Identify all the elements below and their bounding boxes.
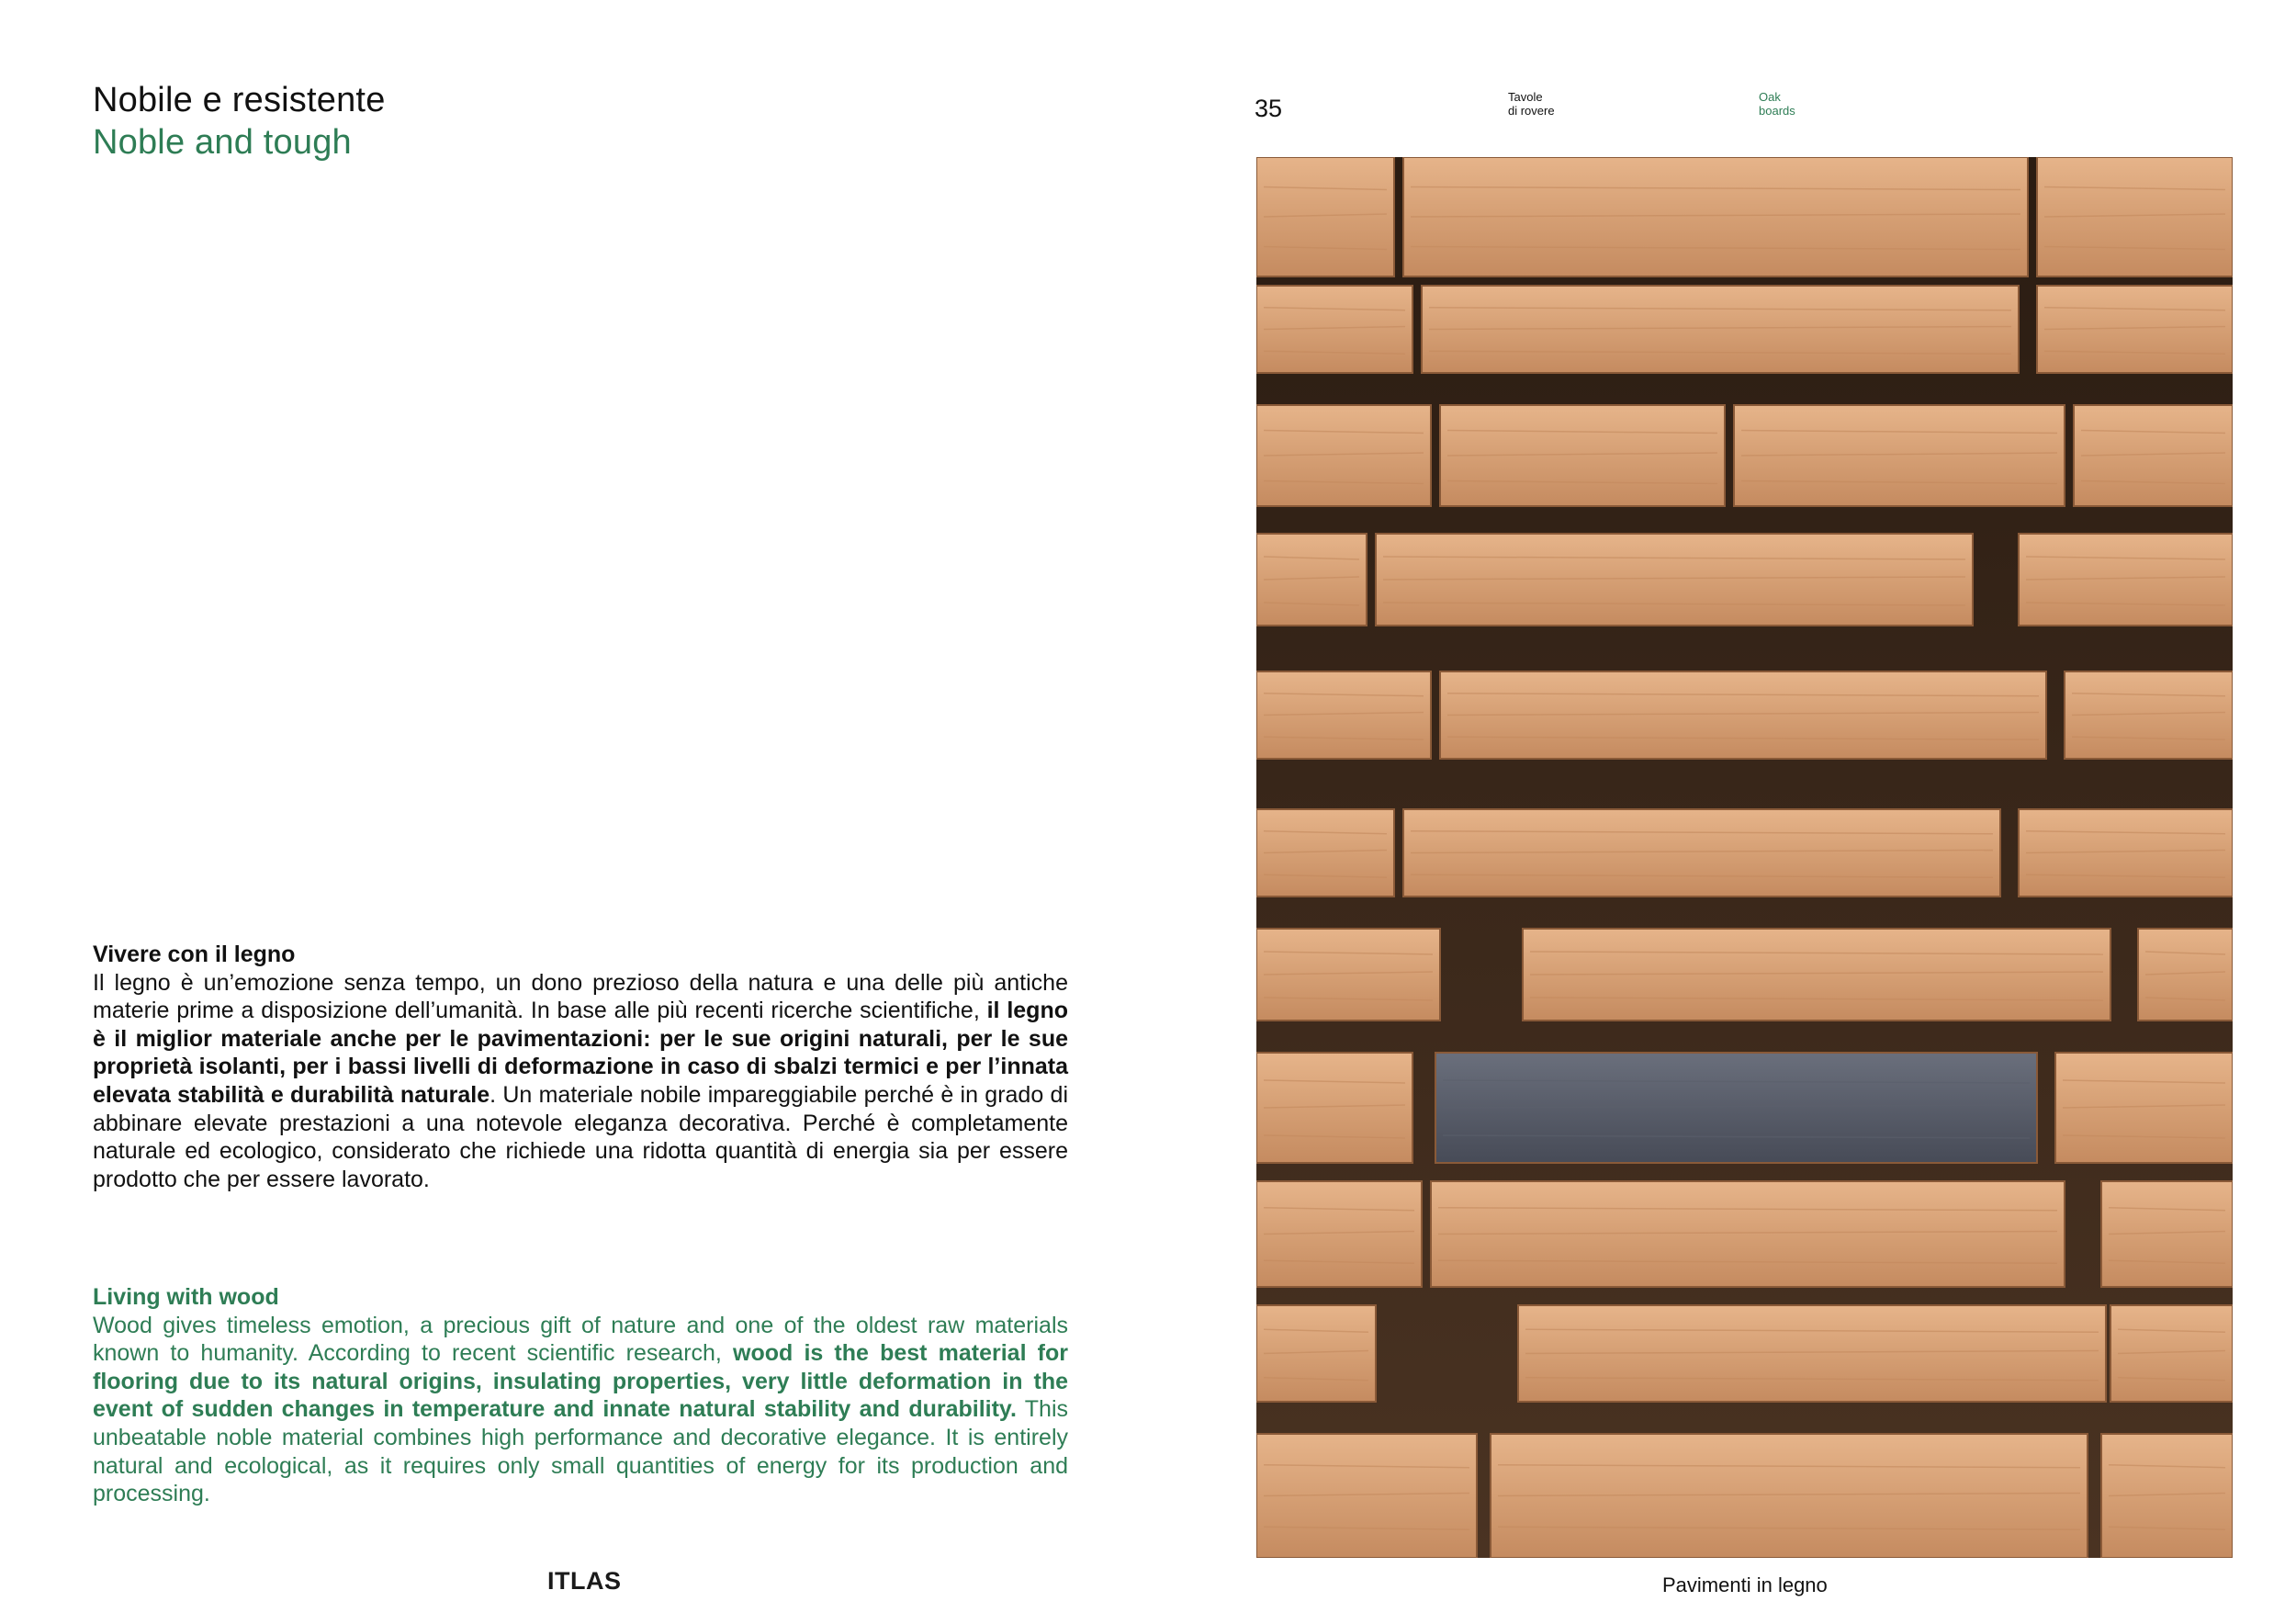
english-section-heading: Living with wood: [93, 1284, 279, 1310]
section-tag-english: [1759, 90, 1795, 118]
section-tag-english-line-2: boards: [1759, 104, 1795, 118]
italian-section-heading: Vivere con il legno: [93, 942, 296, 967]
italian-body-text-2: . Un materiale nobile impareggiabile perché è in grado di abbinare elevate prestazioni a una notevole eleganza decorativa. Perché è completamente naturale ed ecologico, considerato che richiede una ridotta quantità di energia sia per essere prodotto che per essere lavorato.: [93, 1081, 1068, 1192]
section-tag-italian-line-2: di rovere: [1508, 104, 1555, 118]
english-body-bold: wood is the best material for flooring due to its natural origins, insulating properties, very little deformation in the event of sudden changes in temperature and innate natural stability and durability.: [93, 1340, 1068, 1423]
section-tag-italian: [1508, 90, 1555, 118]
section-tag-italian-line-1: Tavole: [1508, 90, 1543, 104]
english-body-text-2: This unbeatable noble material combines high performance and decorative elegance. It is entirely natural and ecological, as it requires only small quantities of energy for its production and processing.: [93, 1396, 1068, 1507]
page-title-italian: Nobile e resistente: [93, 81, 386, 119]
wood-stack-illustration: [1256, 157, 2233, 1558]
italian-body-bold: il legno è il miglior materiale anche per le pavimentazioni: per le sue origini naturali, per le sue proprietà isolanti, per i bassi livelli di deformazione in caso di sbalzi termici e per l’innata elevata stabilità e durabilità naturale: [93, 998, 1068, 1108]
italian-text-block: [93, 941, 1068, 1193]
brand-logo: ITLAS: [547, 1567, 622, 1595]
page-title-english: Noble and tough: [93, 123, 352, 162]
italian-body-text-1: Il legno è un’emozione senza tempo, un dono prezioso della natura e una delle più antiche materie prime a disposizione dell’umanità. In base alle più recenti ricerche scientifiche,: [93, 969, 1068, 1024]
english-text-block: [93, 1283, 1068, 1508]
stacked-oak-boards-photo: [1256, 157, 2233, 1558]
section-tag-english-line-1: Oak: [1759, 90, 1781, 104]
english-body-text-1: Wood gives timeless emotion, a precious gift of nature and one of the oldest raw materials known to humanity. According to recent scientific research,: [93, 1312, 1068, 1367]
page-number: 35: [1255, 95, 1283, 122]
photo-caption: Pavimenti in legno: [1662, 1573, 1828, 1596]
